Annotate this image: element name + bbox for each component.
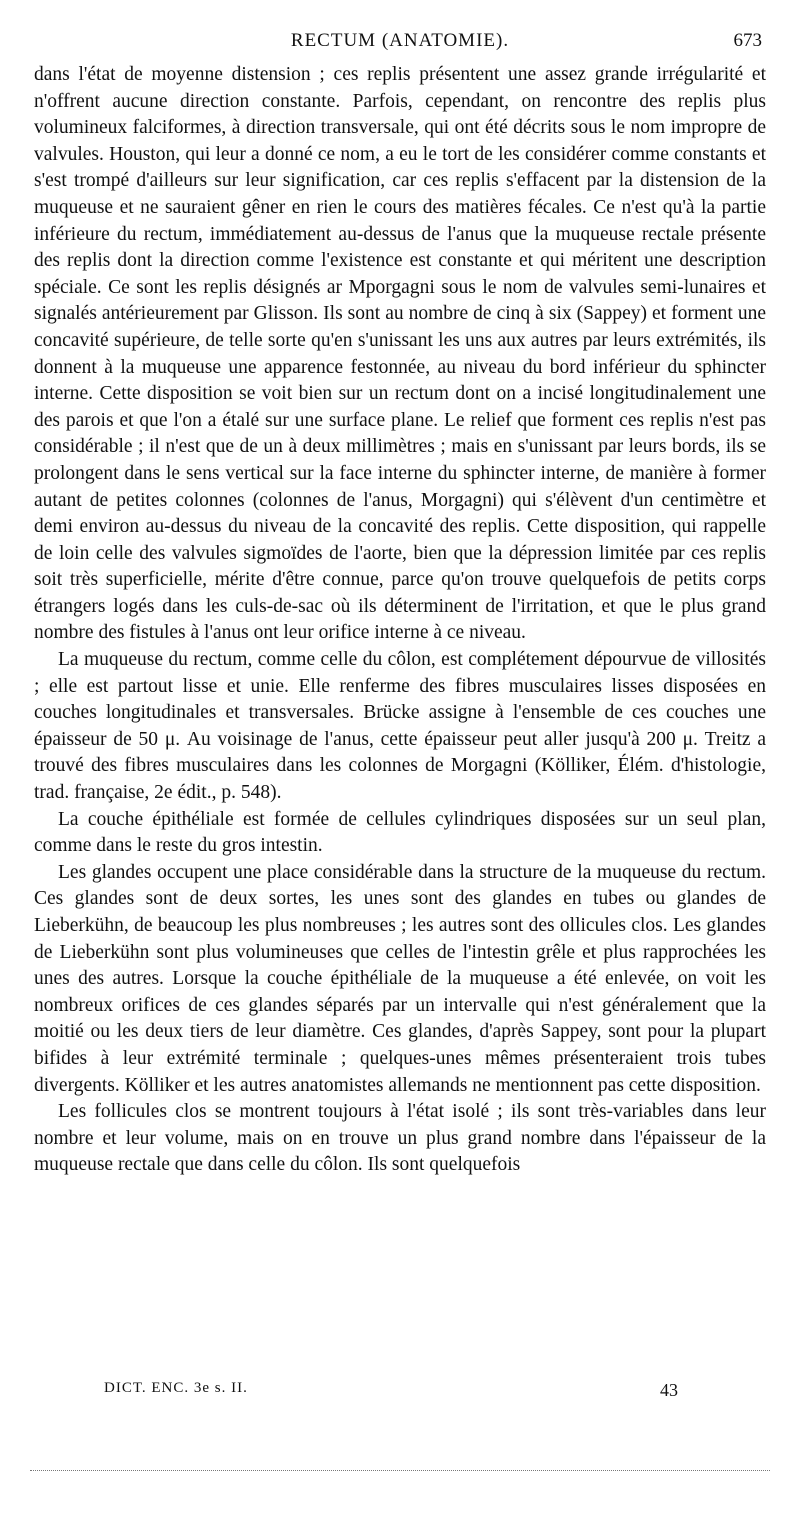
body-text xyxy=(34,62,766,1179)
signature-mark: DICT. ENC. 3e s. II. xyxy=(104,1380,248,1396)
signature-number: 43 xyxy=(660,1380,678,1400)
paragraph-5: Les follicules clos se montrent toujours à l'état isolé ; ils sont très-variables dans leur nombre et leur volume, mais on en trouve un plus grand nombre dans l'épaisseur de la muqueuse rectale que dans celle du côlon. Ils sont quelquefois xyxy=(34,1101,766,1176)
paragraph-2: La muqueuse du rectum, comme celle du côlon, est complétement dépourvue de villosités ; elle est partout lisse et unie. Elle renferme des fibres musculaires lisses disposées en couches longitudinales et transversales. Brücke assigne à l'ensemble de ces couches une épaisseur de 50 μ. Au voisinage de l'anus, cette épaisseur peut aller jusqu'à 200 μ. Treitz a trouvé des fibres musculaires dans les colonnes de Morgagni (Kölliker, Élém. d'histologie, trad. française, 2e édit., p. 548). xyxy=(34,649,766,804)
page xyxy=(34,22,766,1179)
scan-edge-divider xyxy=(30,1470,770,1471)
paragraph-1: dans l'état de moyenne distension ; ces replis présentent une assez grande irrégularité et n'offrent aucune direction constante. Parfois, cependant, on rencontre des replis plus volumineux falciformes, à direction transversale, qui ont été décrits sous le nom impropre de valvules. Houston, qui leur a donné ce nom, a eu le tort de les considérer comme constants et s'est trompé d'ailleurs sur leur signification, car ces replis s'effacent par la distension de la muqueuse et ne sauraient gêner en rien le cours des matières fécales. Ce n'est qu'à la partie inférieure du rectum, immédiatement au-dessus de l'anus que la muqueuse rectale présente des replis dont la direction comme l'existence est constante et qui méritent une description spéciale. Ce sont les replis désignés ar Mporgagni sous le nom de valvules semi-lunaires et signalés antérieurement par Glisson. Ils sont au nombre de cinq à six (Sappey) et forment une concavité supérieure, de telle sorte qu'en s'unissant les uns aux autres par leurs extrémités, ils donnent à la muqueuse une apparence festonnée, au niveau du bord inférieur du sphincter interne. Cette disposition se voit bien sur un rectum dont on a incisé longitudinalement une des parois et que l'on a étalé sur une surface plane. Le relief que forment ces replis n'est pas considérable ; il n'est que de un à deux millimètres ; mais en s'unissant par leurs bords, ils se prolongent dans le sens vertical sur la face interne du sphincter interne, de manière à former autant de petites colonnes (colonnes de l'anus, Morgagni) qui s'élèvent d'un centimètre et demi environ au-dessus du niveau de la concavité des replis. Cette disposition, qui rappelle de loin celle des valvules sigmoïdes de l'aorte, bien que la dépression limitée par ces replis soit très superficielle, mérite d'être connue, parce qu'on trouve quelquefois de petits corps étrangers logés dans les culs-de-sac où ils déterminent de l'irritation, et que le plus grand nombre des fistules à l'anus ont leur orifice interne à ce niveau. xyxy=(34,64,766,644)
page-number: 673 xyxy=(733,30,762,51)
page-header xyxy=(34,22,766,62)
page-footer xyxy=(34,1380,766,1410)
paragraph-4: Les glandes occupent une place considérable dans la structure de la muqueuse du rectum. Ces glandes sont de deux sortes, les unes sont des glandes en tubes ou glandes de Lieberkühn, de beaucoup les plus nombreuses ; les autres sont des ollicules clos. Les glandes de Lieberkühn sont plus volumineuses que celles de l'intestin grêle et plus rapprochées les unes des autres. Lorsque la couche épithéliale de la muqueuse a été enlevée, on voit les nombreux orifices de ces glandes séparés par un intervalle qui n'est généralement que la moitié ou les deux tiers de leur diamètre. Ces glandes, d'après Sappey, sont pour la plupart bifides à leur extrémité terminale ; quelques-unes mêmes présenteraient trois tubes divergents. Kölliker et les autres anatomistes allemands ne mentionnent pas cette disposition. xyxy=(34,861,766,1096)
paragraph-3: La couche épithéliale est formée de cellules cylindriques disposées sur un seul plan, comme dans le reste du gros intestin. xyxy=(34,808,766,857)
running-title: RECTUM (ANATOMIE). xyxy=(290,30,510,51)
